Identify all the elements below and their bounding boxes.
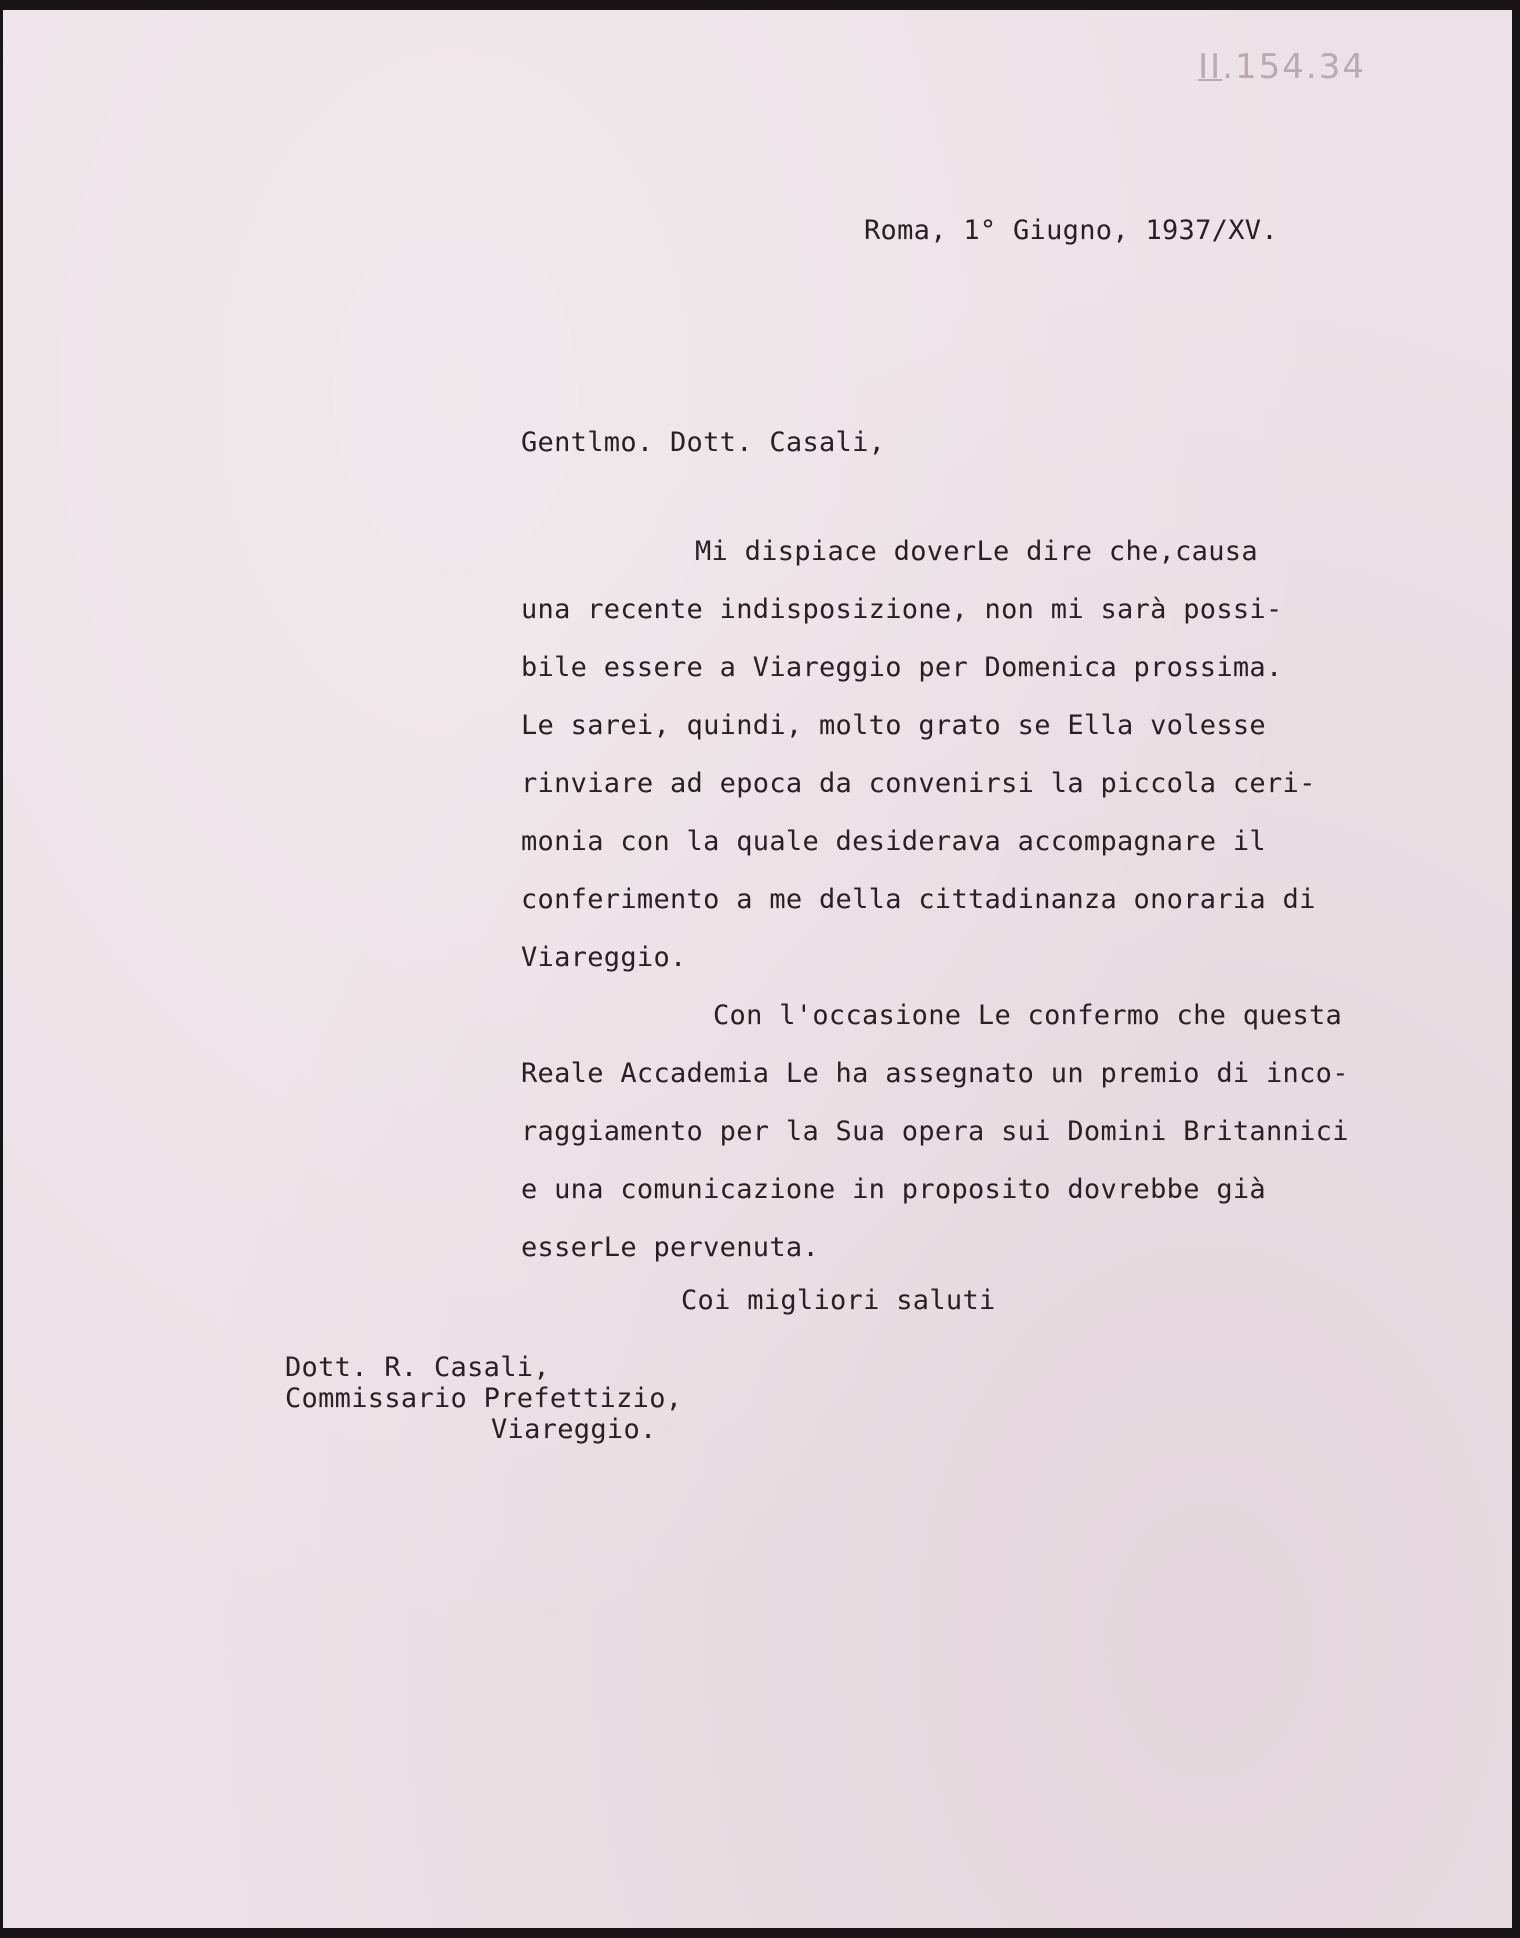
- body-line: esserLe pervenuta.: [521, 1232, 819, 1263]
- recipient-title: Commissario Prefettizio,: [285, 1383, 683, 1414]
- body-line: Le sarei, quindi, molto grato se Ella volesse: [521, 710, 1266, 741]
- date-line: Roma, 1° Giugno, 1937/XV.: [864, 215, 1278, 246]
- body-line: Con l'occasione Le confermo che questa: [713, 1000, 1343, 1031]
- body-line: una recente indisposizione, non mi sarà possi-: [521, 594, 1283, 625]
- archive-number-rest: .154.34: [1222, 47, 1366, 87]
- body-line: bile essere a Viareggio per Domenica prossima.: [521, 652, 1283, 683]
- recipient-city: Viareggio.: [491, 1414, 657, 1445]
- body-line: monia con la quale desiderava accompagnare il: [521, 826, 1266, 857]
- closing: Coi migliori saluti: [681, 1285, 996, 1316]
- body-line: e una comunicazione in proposito dovrebbe già: [521, 1174, 1266, 1205]
- salutation: Gentlmo. Dott. Casali,: [521, 427, 886, 458]
- body-line: conferimento a me della cittadinanza onoraria di: [521, 884, 1316, 915]
- body-line: rinviare ad epoca da convenirsi la piccola ceri-: [521, 768, 1316, 799]
- archive-number-roman: II: [1198, 47, 1223, 87]
- body-line: Viareggio.: [521, 942, 687, 973]
- letter-page: [3, 10, 1512, 1928]
- archive-number: [1198, 47, 1366, 87]
- body-line: raggiamento per la Sua opera sui Domini Britannici: [521, 1116, 1349, 1147]
- recipient-name: Dott. R. Casali,: [285, 1352, 550, 1383]
- body-line: Reale Accademia Le ha assegnato un premio di inco-: [521, 1058, 1349, 1089]
- body-line: Mi dispiace doverLe dire che,causa: [695, 536, 1258, 567]
